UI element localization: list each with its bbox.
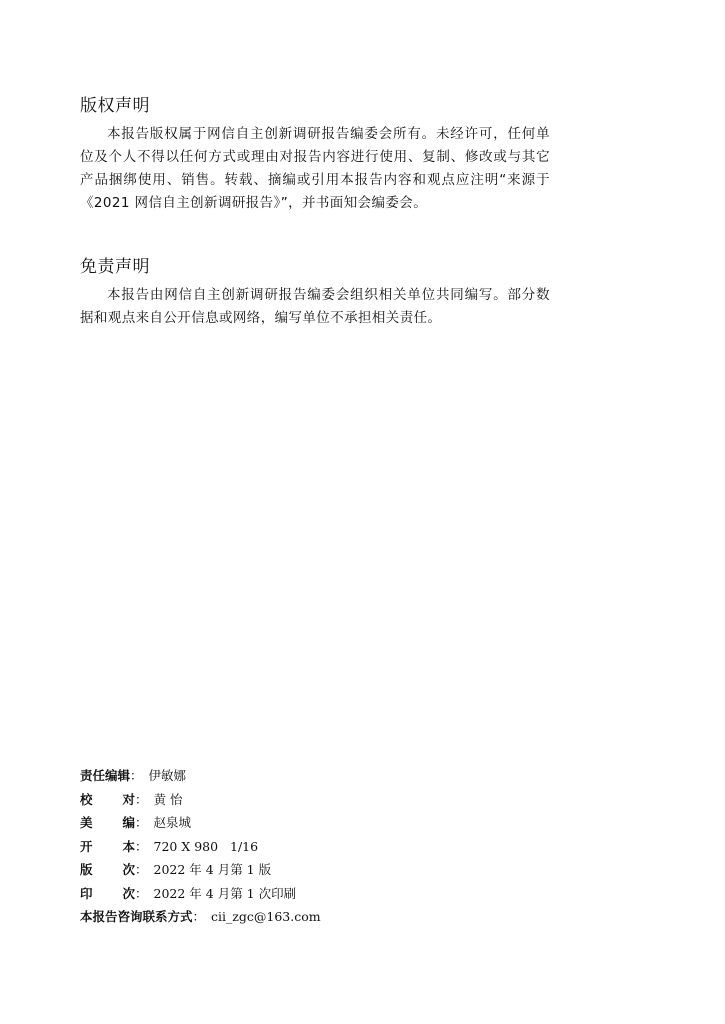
colophon-row-format (80, 837, 530, 861)
colophon-row-printing (80, 884, 530, 908)
colophon-value: 2022 年 4 月第 1 版 (153, 862, 272, 877)
colophon-row-art-editor (80, 813, 530, 837)
colophon-colon: ： (135, 791, 148, 807)
colophon-label: 开 本 (80, 838, 135, 854)
contact-email: cii_zgc@163.com (211, 909, 321, 924)
colophon-label: 本报告咨询联系方式 (80, 909, 193, 924)
colophon-colon: ： (135, 815, 148, 830)
colophon-label: 校 对 (80, 791, 135, 807)
colophon (80, 766, 530, 931)
colophon-colon: ： (135, 838, 148, 854)
colophon-value: 伊敏娜 (148, 768, 187, 783)
colophon-value: 2022 年 4 月第 1 次印刷 (153, 885, 297, 901)
disclaimer-title: 免责声明 (80, 257, 150, 277)
colophon-value: 720 X 980 1/16 (153, 838, 259, 854)
colophon-label: 美 编 (80, 815, 135, 830)
colophon-colon: ： (130, 768, 143, 783)
colophon-row-contact (80, 907, 530, 931)
colophon-value: 赵泉城 (153, 815, 192, 830)
colophon-row-proofreader (80, 790, 530, 814)
colophon-label: 印 次 (80, 885, 135, 901)
disclaimer-section (80, 256, 550, 330)
colophon-row-editor (80, 766, 530, 790)
colophon-value: 黄 怡 (153, 791, 183, 807)
colophon-colon: ： (135, 862, 148, 877)
disclaimer-body: 本报告由网信自主创新调研报告编委会组织相关单位共同编写。部分数据和观点来自公开信息或网络，编写单位不承担相关责任。 (80, 287, 550, 326)
copyright-title: 版权声明 (80, 96, 150, 116)
copyright-section (80, 95, 550, 215)
colophon-colon: ： (135, 885, 148, 901)
copyright-body: 本报告版权属于网信自主创新调研报告编委会所有。未经许可，任何单位及个人不得以任何方式或理由对报告内容进行使用、复制、修改或与其它产品捆绑使用、销售。转载、摘编或引用本报告内容和观点应注明“来源于《2021 网信自主创新调研报告》”，并书面知会编委会。 (80, 126, 550, 211)
colophon-label: 版 次 (80, 862, 135, 877)
colophon-colon: ： (192, 909, 206, 924)
colophon-row-edition (80, 860, 530, 884)
colophon-label: 责任编辑 (80, 768, 131, 783)
